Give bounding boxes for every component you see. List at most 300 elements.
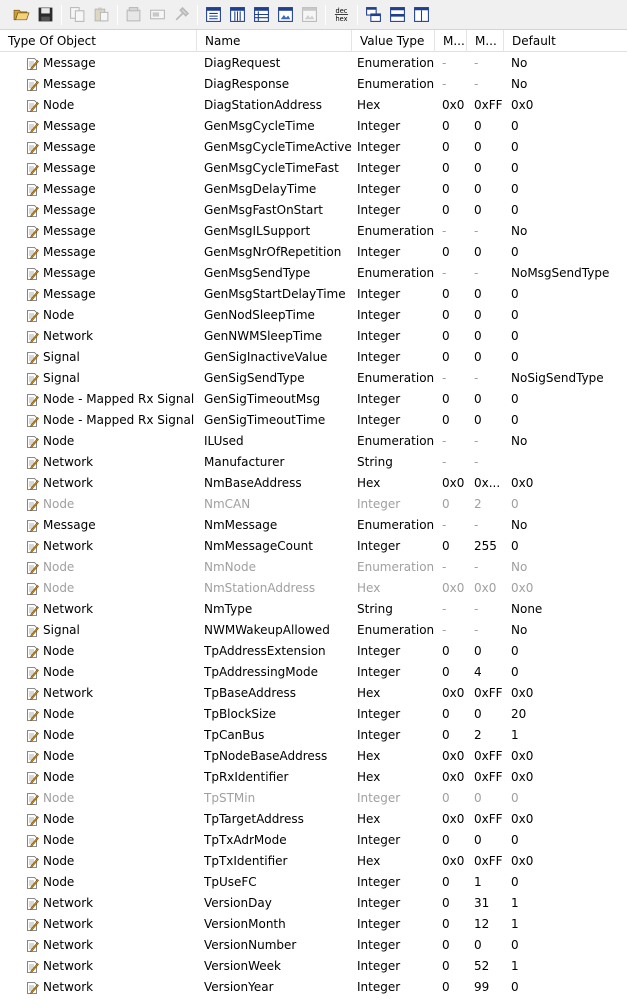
- row-max: 0x...: [474, 476, 501, 490]
- row-type: Node: [43, 875, 75, 889]
- row-default: 0x0: [511, 770, 534, 784]
- column-header: [0, 30, 627, 52]
- row-max: 0: [474, 203, 482, 217]
- attribute-edit-icon: [26, 708, 39, 722]
- row-type-cell: [26, 977, 198, 998]
- row-type-cell: [26, 179, 198, 200]
- row-max: 4: [474, 665, 482, 679]
- attribute-edit-icon: [26, 78, 39, 92]
- attribute-edit-icon: [26, 687, 39, 701]
- row-type: Network: [43, 455, 94, 469]
- row-type: Network: [43, 959, 94, 973]
- row-max: 0: [474, 791, 482, 805]
- paste-icon[interactable]: [90, 4, 112, 26]
- row-name: GenMsgDelayTime: [204, 182, 317, 196]
- table-row[interactable]: [0, 872, 627, 893]
- row-min: -: [442, 455, 447, 469]
- row-min: -: [442, 56, 447, 70]
- row-value-type: Integer: [357, 728, 401, 742]
- row-max: -: [474, 371, 479, 385]
- column-header-value-type[interactable]: Value Type: [352, 30, 435, 52]
- row-type-cell: [26, 662, 198, 683]
- row-value-type: Enumeration: [357, 56, 435, 70]
- row-max: 0xFF: [474, 686, 503, 700]
- row-type: Network: [43, 980, 94, 994]
- row-name: TpBaseAddress: [204, 686, 296, 700]
- table-row[interactable]: [0, 200, 627, 221]
- table-row[interactable]: [0, 221, 627, 242]
- row-default: 1: [511, 959, 519, 973]
- table-row[interactable]: [0, 809, 627, 830]
- table-row[interactable]: [0, 977, 627, 998]
- table-row[interactable]: [0, 935, 627, 956]
- row-type: Message: [43, 287, 96, 301]
- row-min: 0: [442, 287, 450, 301]
- row-name: ILUsed: [204, 434, 244, 448]
- attribute-edit-icon: [26, 288, 39, 302]
- row-min: 0: [442, 329, 450, 343]
- row-value-type: Hex: [357, 812, 381, 826]
- row-min: 0x0: [442, 98, 465, 112]
- row-type: Message: [43, 182, 96, 196]
- row-default: 0x0: [511, 686, 534, 700]
- row-value-type: Integer: [357, 287, 401, 301]
- row-type: Node: [43, 308, 75, 322]
- toolbar-separator: [117, 5, 118, 25]
- row-name: NmType: [204, 602, 253, 616]
- row-name: TpTargetAddress: [204, 812, 304, 826]
- row-min: -: [442, 224, 447, 238]
- table-row[interactable]: [0, 851, 627, 872]
- row-type: Message: [43, 119, 96, 133]
- row-max: 52: [474, 959, 490, 973]
- row-name: GenMsgSendType: [204, 266, 311, 280]
- column-header-default[interactable]: Default: [512, 34, 556, 48]
- row-default: 0: [511, 875, 519, 889]
- tools-icon[interactable]: [170, 4, 192, 26]
- row-value-type: Integer: [357, 329, 401, 343]
- row-value-type: Integer: [357, 497, 401, 511]
- row-type-cell: [26, 116, 198, 137]
- row-max: 0x0: [474, 581, 497, 595]
- row-type: Node: [43, 434, 75, 448]
- table-row[interactable]: [0, 410, 627, 431]
- row-value-type: Integer: [357, 833, 401, 847]
- row-min: 0: [442, 917, 450, 931]
- row-value-type: Integer: [357, 791, 401, 805]
- row-min: -: [442, 371, 447, 385]
- row-type: Signal: [43, 371, 80, 385]
- table-row[interactable]: [0, 326, 627, 347]
- row-min: 0: [442, 119, 450, 133]
- save-icon[interactable]: [34, 4, 56, 26]
- row-type: Node: [43, 707, 75, 721]
- row-type-cell: [26, 368, 198, 389]
- row-type-cell: [26, 305, 198, 326]
- row-value-type: Integer: [357, 875, 401, 889]
- row-min: 0x0: [442, 770, 465, 784]
- table-row[interactable]: [0, 284, 627, 305]
- row-type-cell: [26, 809, 198, 830]
- row-name: VersionMonth: [204, 917, 286, 931]
- row-value-type: Integer: [357, 392, 401, 406]
- table-row[interactable]: [0, 431, 627, 452]
- attribute-edit-icon: [26, 183, 39, 197]
- row-type: Message: [43, 77, 96, 91]
- row-type-cell: [26, 515, 198, 536]
- row-max: 0: [474, 308, 482, 322]
- attribute-edit-icon: [26, 981, 39, 995]
- row-value-type: Enumeration: [357, 371, 435, 385]
- row-value-type: Hex: [357, 476, 381, 490]
- attribute-edit-icon: [26, 99, 39, 113]
- attribute-edit-icon: [26, 456, 39, 470]
- row-type-cell: [26, 431, 198, 452]
- table-row[interactable]: [0, 725, 627, 746]
- row-min: 0: [442, 413, 450, 427]
- row-value-type: Integer: [357, 539, 401, 553]
- row-max: -: [474, 434, 479, 448]
- row-value-type: Integer: [357, 644, 401, 658]
- table-row[interactable]: [0, 158, 627, 179]
- row-max: -: [474, 623, 479, 637]
- row-max: 0: [474, 140, 482, 154]
- table-row[interactable]: [0, 515, 627, 536]
- row-type-cell: [26, 683, 198, 704]
- row-max: 0: [474, 161, 482, 175]
- row-default: 0: [511, 350, 519, 364]
- row-value-type: Integer: [357, 140, 401, 154]
- table-row[interactable]: [0, 494, 627, 515]
- attribute-edit-icon: [26, 960, 39, 974]
- row-type-cell: [26, 326, 198, 347]
- table-row[interactable]: [0, 578, 627, 599]
- row-name: TpTxAdrMode: [204, 833, 287, 847]
- row-name: TpRxIdentifier: [204, 770, 289, 784]
- attribute-edit-icon: [26, 57, 39, 71]
- row-default: 1: [511, 917, 519, 931]
- row-type-cell: [26, 620, 198, 641]
- row-default: 0x0: [511, 98, 534, 112]
- row-min: 0x0: [442, 476, 465, 490]
- row-type: Signal: [43, 350, 80, 364]
- attribute-edit-icon: [26, 561, 39, 575]
- row-max: 0xFF: [474, 812, 503, 826]
- row-min: -: [442, 560, 447, 574]
- row-name: DiagStationAddress: [204, 98, 322, 112]
- table-row[interactable]: [0, 830, 627, 851]
- tile-windows-icon[interactable]: [362, 4, 384, 26]
- row-name: GenMsgCycleTimeFast: [204, 161, 339, 175]
- table-row[interactable]: [0, 557, 627, 578]
- attribute-edit-icon: [26, 246, 39, 260]
- table-row[interactable]: [0, 536, 627, 557]
- row-type: Node: [43, 497, 75, 511]
- row-type-cell: [26, 263, 198, 284]
- row-name: Manufacturer: [204, 455, 285, 469]
- row-value-type: Enumeration: [357, 266, 435, 280]
- column-header-max[interactable]: M...: [467, 30, 504, 52]
- row-type-cell: [26, 725, 198, 746]
- row-min: 0: [442, 728, 450, 742]
- row-value-type: Hex: [357, 98, 381, 112]
- row-default: 1: [511, 896, 519, 910]
- attribute-edit-icon: [26, 351, 39, 365]
- table-row[interactable]: [0, 767, 627, 788]
- row-type: Node: [43, 791, 75, 805]
- split-horizontal-icon[interactable]: [386, 4, 408, 26]
- row-default: No: [511, 623, 528, 637]
- row-default: 0x0: [511, 854, 534, 868]
- row-value-type: Integer: [357, 119, 401, 133]
- row-value-type: Integer: [357, 896, 401, 910]
- row-max: 0: [474, 833, 482, 847]
- row-default: 0: [511, 539, 519, 553]
- row-default: [511, 452, 627, 473]
- row-type-cell: [26, 158, 198, 179]
- table-row[interactable]: [0, 599, 627, 620]
- attribute-edit-icon: [26, 624, 39, 638]
- toolbar: [0, 0, 627, 30]
- table-row[interactable]: [0, 53, 627, 74]
- row-default: 0: [511, 203, 519, 217]
- table-row[interactable]: [0, 914, 627, 935]
- row-name: GenMsgCycleTimeActive: [204, 140, 352, 154]
- table-row[interactable]: [0, 263, 627, 284]
- attribute-edit-icon: [26, 939, 39, 953]
- row-type-cell: [26, 641, 198, 662]
- attribute-edit-icon: [26, 204, 39, 218]
- row-type: Network: [43, 686, 94, 700]
- row-min: 0: [442, 161, 450, 175]
- column-header-type[interactable]: Type Of Object: [0, 30, 197, 52]
- row-max: 0xFF: [474, 770, 503, 784]
- attribute-edit-icon: [26, 141, 39, 155]
- row-name: TpAddressExtension: [204, 644, 326, 658]
- row-name: GenMsgCycleTime: [204, 119, 315, 133]
- row-name: GenNodSleepTime: [204, 308, 315, 322]
- row-type: Signal: [43, 623, 80, 637]
- attribute-edit-icon: [26, 771, 39, 785]
- row-value-type: Integer: [357, 980, 401, 994]
- table-row[interactable]: [0, 137, 627, 158]
- table-row[interactable]: [0, 893, 627, 914]
- row-min: -: [442, 266, 447, 280]
- table-row[interactable]: [0, 389, 627, 410]
- row-type-cell: [26, 872, 198, 893]
- row-value-type: Hex: [357, 749, 381, 763]
- row-max: 12: [474, 917, 490, 931]
- row-value-type: Hex: [357, 686, 381, 700]
- row-type: Network: [43, 329, 94, 343]
- table-row[interactable]: [0, 74, 627, 95]
- row-default: 0: [511, 938, 519, 952]
- row-name: TpTxIdentifier: [204, 854, 288, 868]
- table-row[interactable]: [0, 116, 627, 137]
- table-row[interactable]: [0, 368, 627, 389]
- table-row[interactable]: [0, 95, 627, 116]
- row-type-cell: [26, 557, 198, 578]
- row-max: -: [474, 560, 479, 574]
- dec-label: dec: [335, 7, 347, 16]
- attribute-edit-icon: [26, 855, 39, 869]
- table-row[interactable]: [0, 452, 627, 473]
- row-name: TpAddressingMode: [204, 665, 318, 679]
- row-default: 0x0: [511, 812, 534, 826]
- row-max: -: [474, 56, 479, 70]
- row-default: No: [511, 518, 528, 532]
- row-name: GenSigInactiveValue: [204, 350, 328, 364]
- row-name: NmNode: [204, 560, 256, 574]
- row-type-cell: [26, 389, 198, 410]
- rename-icon[interactable]: [146, 4, 168, 26]
- row-name: GenMsgILSupport: [204, 224, 311, 238]
- row-type-cell: [26, 95, 198, 116]
- attribute-edit-icon: [26, 876, 39, 890]
- table-row[interactable]: [0, 242, 627, 263]
- row-type-cell: [26, 704, 198, 725]
- row-name: NmMessage: [204, 518, 278, 532]
- table-row[interactable]: [0, 704, 627, 725]
- row-max: 0: [474, 245, 482, 259]
- row-type: Node: [43, 854, 75, 868]
- row-type-cell: [26, 137, 198, 158]
- row-min: 0: [442, 665, 450, 679]
- copy-icon[interactable]: [66, 4, 88, 26]
- row-type: Node: [43, 581, 75, 595]
- row-max: 0: [474, 329, 482, 343]
- toolbar-separator: [325, 5, 326, 25]
- table-row[interactable]: [0, 179, 627, 200]
- row-value-type: String: [357, 602, 393, 616]
- column-header-name[interactable]: Name: [197, 30, 352, 52]
- attribute-edit-icon: [26, 645, 39, 659]
- row-value-type: Integer: [357, 182, 401, 196]
- row-type: Node: [43, 812, 75, 826]
- row-name: GenMsgFastOnStart: [204, 203, 323, 217]
- row-type-cell: [26, 242, 198, 263]
- row-value-type: Integer: [357, 917, 401, 931]
- row-default: No: [511, 560, 528, 574]
- row-default: 0: [511, 980, 519, 994]
- row-value-type: Enumeration: [357, 518, 435, 532]
- row-min: 0: [442, 140, 450, 154]
- row-type-cell: [26, 788, 198, 809]
- row-type: Node: [43, 98, 75, 112]
- row-min: 0: [442, 959, 450, 973]
- row-max: -: [474, 602, 479, 616]
- open-folder-icon[interactable]: [10, 4, 32, 26]
- attribute-edit-icon: [26, 414, 39, 428]
- row-default: 0: [511, 308, 519, 322]
- row-type: Message: [43, 266, 96, 280]
- row-type: Network: [43, 476, 94, 490]
- row-min: 0: [442, 707, 450, 721]
- row-name: VersionWeek: [204, 959, 282, 973]
- column-header-min[interactable]: M...: [435, 30, 467, 52]
- row-max: 0: [474, 350, 482, 364]
- row-value-type: Integer: [357, 665, 401, 679]
- table-row[interactable]: [0, 347, 627, 368]
- row-min: 0: [442, 203, 450, 217]
- row-min: -: [442, 602, 447, 616]
- attribute-edit-icon: [26, 435, 39, 449]
- view-image-icon[interactable]: [274, 4, 296, 26]
- table-row[interactable]: [0, 620, 627, 641]
- table-row[interactable]: [0, 746, 627, 767]
- row-type-cell: [26, 53, 198, 74]
- row-default: NoSigSendType: [511, 371, 604, 385]
- row-type-cell: [26, 767, 198, 788]
- row-max: 31: [474, 896, 490, 910]
- row-default: NoMsgSendType: [511, 266, 610, 280]
- row-name: DiagRequest: [204, 56, 281, 70]
- row-default: 0x0: [511, 476, 534, 490]
- view-table-icon[interactable]: [250, 4, 272, 26]
- row-min: 0: [442, 497, 450, 511]
- row-max: -: [474, 455, 479, 469]
- row-type: Network: [43, 917, 94, 931]
- view-image-gray-icon[interactable]: [298, 4, 320, 26]
- row-value-type: Enumeration: [357, 560, 435, 574]
- table-row[interactable]: [0, 788, 627, 809]
- row-type-cell: [26, 956, 198, 977]
- table-row[interactable]: [0, 956, 627, 977]
- row-max: 0: [474, 413, 482, 427]
- row-min: 0: [442, 791, 450, 805]
- row-default: None: [511, 602, 543, 616]
- row-type: Network: [43, 539, 94, 553]
- row-default: 0x0: [511, 581, 534, 595]
- row-default: 0x0: [511, 749, 534, 763]
- table-row[interactable]: [0, 662, 627, 683]
- row-type-cell: [26, 221, 198, 242]
- row-type: Node: [43, 644, 75, 658]
- attribute-edit-icon: [26, 309, 39, 323]
- row-type-cell: [26, 746, 198, 767]
- row-default: No: [511, 224, 528, 238]
- row-type-cell: [26, 599, 198, 620]
- row-min: 0: [442, 308, 450, 322]
- row-type: Node - Mapped Rx Signal: [43, 392, 195, 406]
- row-default: 0: [511, 329, 519, 343]
- view-list-icon[interactable]: [202, 4, 224, 26]
- row-default: No: [511, 434, 528, 448]
- table-row[interactable]: [0, 305, 627, 326]
- view-details-icon[interactable]: [226, 4, 248, 26]
- row-type-cell: [26, 935, 198, 956]
- split-vertical-icon[interactable]: [410, 4, 432, 26]
- row-default: 1: [511, 728, 519, 742]
- row-type-cell: [26, 851, 198, 872]
- attribute-edit-icon: [26, 498, 39, 512]
- row-default: No: [511, 77, 528, 91]
- row-min: 0: [442, 833, 450, 847]
- row-min: 0x0: [442, 749, 465, 763]
- row-type: Message: [43, 56, 96, 70]
- table-row[interactable]: [0, 683, 627, 704]
- row-default: 20: [511, 707, 527, 721]
- dec-hex-icon[interactable]: [330, 4, 352, 26]
- table-row[interactable]: [0, 473, 627, 494]
- row-type: Node: [43, 749, 75, 763]
- attribute-list: [0, 53, 627, 998]
- table-row[interactable]: [0, 641, 627, 662]
- row-min: 0: [442, 980, 450, 994]
- row-default: 0: [511, 665, 519, 679]
- properties-icon[interactable]: [122, 4, 144, 26]
- row-max: 0xFF: [474, 854, 503, 868]
